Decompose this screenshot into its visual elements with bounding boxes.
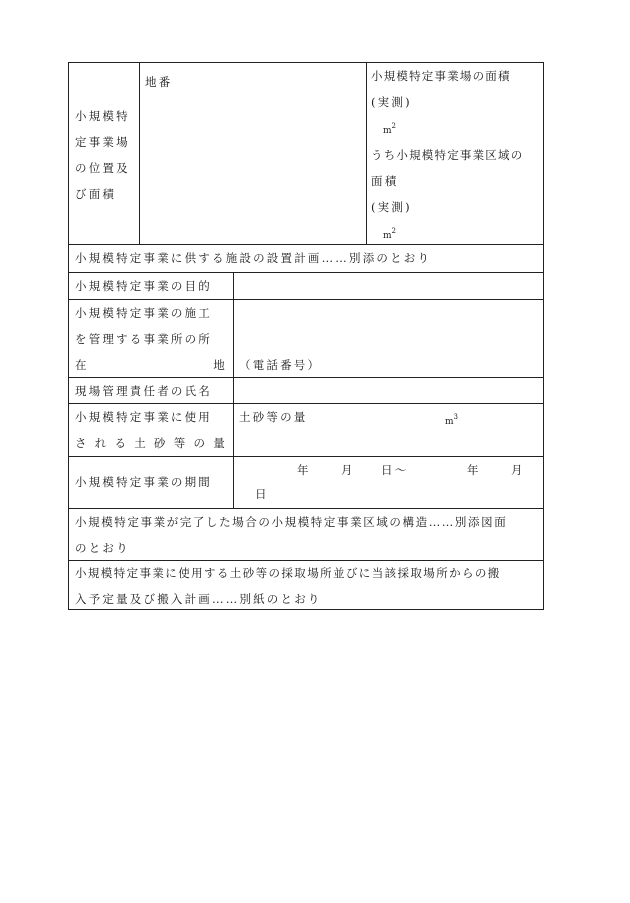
site-manager-value [239, 378, 539, 402]
zone-area-measured: (実測) [371, 199, 412, 214]
office-address-label [75, 300, 229, 378]
label-char: 砂 [154, 436, 168, 450]
label-char: 土 [134, 436, 148, 450]
application-form-table [68, 62, 544, 610]
label-char: 地 [213, 358, 227, 372]
label-line: 定事業場 [75, 135, 130, 149]
site-manager-label: 現場管理責任者の氏名 [75, 384, 212, 398]
area-unit-line [371, 115, 543, 142]
label-line: 小規模特定事業の施工 [75, 306, 212, 320]
note-line: 小規模特定事業が完了した場合の小規模特定事業区域の構造……別添図面 [75, 515, 508, 529]
label-line [75, 430, 227, 456]
area-label: 小規模特定事業場の面積 [371, 69, 511, 83]
structure-note [75, 509, 543, 561]
project-period-label: 小規模特定事業の期間 [75, 475, 212, 489]
label-char: 在 [75, 358, 89, 372]
start-year: 年 [297, 463, 311, 477]
area-cell [371, 63, 543, 247]
area-unit-exponent: 2 [391, 122, 397, 130]
label-line: を管理する事業所の所 [75, 332, 212, 346]
location-area-label [75, 103, 137, 207]
divider [233, 272, 234, 508]
facility-plan-text: 小規模特定事業に供する施設の設置計画……別添のとおり [75, 251, 432, 265]
zone-area-label-cont: 面積 [371, 173, 399, 188]
soil-amount-field-label: 土砂等の量 [239, 410, 308, 424]
divider [366, 63, 367, 244]
label-char: る [114, 436, 129, 450]
soil-source-note [75, 560, 543, 612]
zone-area-label: うち小規模特定事業区域の [371, 147, 524, 162]
area-measured: (実測) [371, 95, 412, 109]
label-char: 等 [173, 436, 188, 450]
end-year: 年 [467, 463, 481, 477]
soil-unit: m [445, 416, 454, 427]
soil-unit-exponent: 3 [453, 413, 459, 421]
start-day: 日～ [381, 463, 409, 477]
soil-amount-unit [445, 404, 458, 435]
end-month: 月 [511, 463, 525, 477]
zone-area-unit-line [371, 220, 543, 247]
label-char: の [193, 436, 208, 450]
soil-amount-label [75, 404, 229, 456]
purpose-label: 小規模特定事業の目的 [75, 279, 212, 293]
lot-number-label: 地番 [145, 75, 173, 89]
purpose-value [239, 273, 539, 299]
note-line: のとおり [75, 541, 130, 555]
zone-area-unit: m [383, 230, 392, 241]
area-unit: m [383, 125, 392, 136]
label-line: 小規模特定事業に使用 [75, 410, 212, 424]
label-line [75, 352, 227, 378]
note-line: 小規模特定事業に使用する土砂等の採取場所並びに当該採取場所からの搬 [75, 566, 501, 580]
end-day: 日 [255, 487, 269, 501]
label-line: 小規模特 [75, 109, 130, 123]
start-month: 月 [341, 463, 355, 477]
label-char: さ [75, 436, 89, 450]
label-char: れ [94, 436, 109, 450]
label-char: 量 [213, 436, 227, 450]
project-period-value [239, 457, 543, 507]
note-line: 入予定量及び搬入計画……別紙のとおり [75, 592, 322, 606]
label-line: の位置及 [75, 161, 130, 175]
zone-area-unit-exponent: 2 [391, 226, 397, 235]
divider [139, 63, 140, 244]
office-phone-label: （電話番号） [239, 358, 322, 372]
label-line: び面積 [75, 187, 117, 201]
